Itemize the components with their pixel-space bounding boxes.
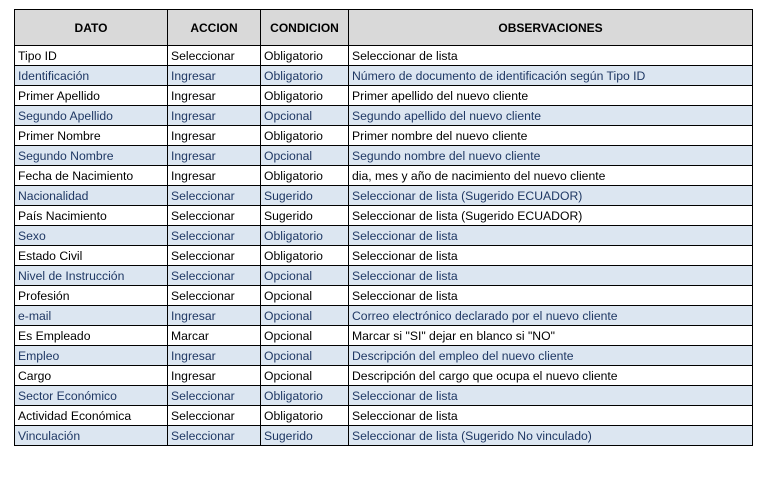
cell-condicion: Opcional [261, 326, 349, 346]
table-row [15, 346, 753, 366]
cell-dato: Fecha de Nacimiento [15, 166, 168, 186]
cell-dato: Cargo [15, 366, 168, 386]
table-row [15, 366, 753, 386]
header-condicion: CONDICION [261, 10, 349, 46]
table-row [15, 86, 753, 106]
cell-dato: Nivel de Instrucción [15, 266, 168, 286]
cell-dato: Empleo [15, 346, 168, 366]
cell-dato: e-mail [15, 306, 168, 326]
header-row [15, 10, 753, 46]
data-dictionary-table [14, 9, 753, 446]
cell-accion: Ingresar [168, 126, 261, 146]
cell-dato: Primer Apellido [15, 86, 168, 106]
table-row [15, 46, 753, 66]
cell-observaciones: Seleccionar de lista [349, 246, 753, 266]
cell-condicion: Opcional [261, 106, 349, 126]
table-row [15, 146, 753, 166]
cell-condicion: Obligatorio [261, 46, 349, 66]
table-row [15, 186, 753, 206]
cell-condicion: Opcional [261, 346, 349, 366]
cell-accion: Seleccionar [168, 426, 261, 446]
cell-observaciones: Correo electrónico declarado por el nuevo cliente [349, 306, 753, 326]
cell-condicion: Opcional [261, 306, 349, 326]
table-row [15, 306, 753, 326]
cell-dato: Nacionalidad [15, 186, 168, 206]
cell-condicion: Obligatorio [261, 166, 349, 186]
header-accion: ACCION [168, 10, 261, 46]
cell-accion: Seleccionar [168, 46, 261, 66]
header-dato: DATO [15, 10, 168, 46]
table-row [15, 246, 753, 266]
table-row [15, 166, 753, 186]
cell-observaciones: Seleccionar de lista [349, 406, 753, 426]
header-observaciones: OBSERVACIONES [349, 10, 753, 46]
cell-dato: Identificación [15, 66, 168, 86]
cell-observaciones: Seleccionar de lista [349, 286, 753, 306]
cell-observaciones: Número de documento de identificación según Tipo ID [349, 66, 753, 86]
cell-condicion: Opcional [261, 366, 349, 386]
table-row [15, 326, 753, 346]
cell-accion: Ingresar [168, 346, 261, 366]
table-row [15, 426, 753, 446]
cell-accion: Ingresar [168, 166, 261, 186]
cell-dato: Profesión [15, 286, 168, 306]
cell-accion: Ingresar [168, 306, 261, 326]
cell-accion: Seleccionar [168, 206, 261, 226]
cell-accion: Seleccionar [168, 226, 261, 246]
cell-condicion: Opcional [261, 286, 349, 306]
cell-condicion: Obligatorio [261, 386, 349, 406]
cell-dato: Vinculación [15, 426, 168, 446]
cell-observaciones: Descripción del empleo del nuevo cliente [349, 346, 753, 366]
cell-accion: Seleccionar [168, 246, 261, 266]
table-body [15, 46, 753, 446]
cell-dato: Es Empleado [15, 326, 168, 346]
cell-dato: Segundo Apellido [15, 106, 168, 126]
cell-condicion: Sugerido [261, 206, 349, 226]
cell-condicion: Sugerido [261, 186, 349, 206]
table-row [15, 126, 753, 146]
cell-observaciones: Seleccionar de lista (Sugerido ECUADOR) [349, 206, 753, 226]
cell-accion: Ingresar [168, 106, 261, 126]
cell-condicion: Opcional [261, 266, 349, 286]
cell-observaciones: Segundo apellido del nuevo cliente [349, 106, 753, 126]
cell-observaciones: Marcar si "SI" dejar en blanco si "NO" [349, 326, 753, 346]
cell-accion: Ingresar [168, 66, 261, 86]
cell-condicion: Obligatorio [261, 226, 349, 246]
cell-observaciones: Seleccionar de lista [349, 226, 753, 246]
cell-condicion: Obligatorio [261, 126, 349, 146]
cell-accion: Marcar [168, 326, 261, 346]
cell-observaciones: Primer nombre del nuevo cliente [349, 126, 753, 146]
cell-condicion: Sugerido [261, 426, 349, 446]
cell-condicion: Obligatorio [261, 86, 349, 106]
table-row [15, 266, 753, 286]
cell-accion: Ingresar [168, 146, 261, 166]
cell-dato: Sexo [15, 226, 168, 246]
cell-dato: Primer Nombre [15, 126, 168, 146]
cell-accion: Seleccionar [168, 386, 261, 406]
table-row [15, 66, 753, 86]
cell-accion: Seleccionar [168, 286, 261, 306]
cell-dato: Actividad Económica [15, 406, 168, 426]
cell-condicion: Obligatorio [261, 66, 349, 86]
cell-observaciones: dia, mes y año de nacimiento del nuevo cliente [349, 166, 753, 186]
cell-dato: Estado Civil [15, 246, 168, 266]
table-row [15, 206, 753, 226]
cell-accion: Ingresar [168, 366, 261, 386]
cell-dato: País Nacimiento [15, 206, 168, 226]
cell-observaciones: Primer apellido del nuevo cliente [349, 86, 753, 106]
table-row [15, 106, 753, 126]
cell-observaciones: Seleccionar de lista [349, 386, 753, 406]
data-dictionary-table-wrapper [14, 9, 753, 446]
cell-observaciones: Segundo nombre del nuevo cliente [349, 146, 753, 166]
table-row [15, 406, 753, 426]
cell-observaciones: Seleccionar de lista (Sugerido ECUADOR) [349, 186, 753, 206]
cell-accion: Seleccionar [168, 186, 261, 206]
cell-accion: Seleccionar [168, 406, 261, 426]
cell-condicion: Obligatorio [261, 406, 349, 426]
cell-dato: Segundo Nombre [15, 146, 168, 166]
cell-observaciones: Seleccionar de lista [349, 46, 753, 66]
cell-observaciones: Seleccionar de lista [349, 266, 753, 286]
cell-dato: Sector Económico [15, 386, 168, 406]
cell-condicion: Opcional [261, 146, 349, 166]
table-row [15, 386, 753, 406]
cell-observaciones: Seleccionar de lista (Sugerido No vinculado) [349, 426, 753, 446]
cell-accion: Ingresar [168, 86, 261, 106]
cell-condicion: Obligatorio [261, 246, 349, 266]
cell-dato: Tipo ID [15, 46, 168, 66]
cell-accion: Seleccionar [168, 266, 261, 286]
table-row [15, 226, 753, 246]
table-row [15, 286, 753, 306]
cell-observaciones: Descripción del cargo que ocupa el nuevo cliente [349, 366, 753, 386]
